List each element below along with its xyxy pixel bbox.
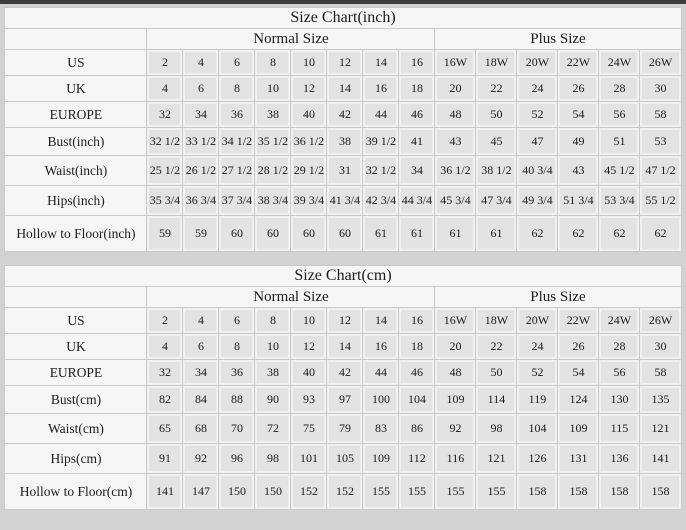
size-cell: 39 1/2	[363, 128, 399, 156]
size-cell: 121	[476, 444, 517, 474]
size-cell: 4	[147, 334, 183, 360]
size-cell: 62	[640, 216, 681, 252]
size-cell: 14	[327, 334, 363, 360]
size-cell: 92	[435, 414, 476, 444]
size-cell: 10	[291, 50, 327, 76]
size-cell: 62	[517, 216, 558, 252]
corner-cell	[5, 287, 147, 308]
size-cell: 150	[219, 474, 255, 510]
row-label-europe: EUROPE	[5, 102, 147, 128]
size-cell: 26	[558, 76, 599, 102]
size-cell: 26W	[640, 308, 681, 334]
size-cell: 38	[327, 128, 363, 156]
size-cell: 34	[399, 156, 435, 186]
row-label-hollow-to-floor-inch: Hollow to Floor(inch)	[5, 216, 147, 252]
row-label-waist-inch: Waist(inch)	[5, 156, 147, 186]
size-cell: 12	[327, 308, 363, 334]
size-cell: 14	[327, 76, 363, 102]
size-cell: 141	[147, 474, 183, 510]
size-cell: 60	[327, 216, 363, 252]
size-cell: 6	[183, 76, 219, 102]
size-cell: 121	[640, 414, 681, 444]
size-chart-cm-table	[4, 265, 681, 510]
size-cell: 6	[219, 308, 255, 334]
size-cell: 104	[399, 386, 435, 414]
row-label-waist-cm: Waist(cm)	[5, 414, 147, 444]
size-cell: 155	[399, 474, 435, 510]
size-cell: 42 3/4	[363, 186, 399, 216]
size-cell: 8	[219, 76, 255, 102]
size-cell: 82	[147, 386, 183, 414]
size-cell: 65	[147, 414, 183, 444]
size-cell: 98	[255, 444, 291, 474]
size-cell: 60	[219, 216, 255, 252]
size-cell: 8	[255, 308, 291, 334]
size-cell: 55 1/2	[640, 186, 681, 216]
size-cell: 54	[558, 360, 599, 386]
size-cell: 20	[435, 76, 476, 102]
size-cell: 26 1/2	[183, 156, 219, 186]
size-cell: 45 3/4	[435, 186, 476, 216]
size-cell: 43	[435, 128, 476, 156]
size-cell: 44	[363, 360, 399, 386]
size-cell: 104	[517, 414, 558, 444]
size-cell: 32	[147, 360, 183, 386]
row-label-bust-cm: Bust(cm)	[5, 386, 147, 414]
size-cell: 83	[363, 414, 399, 444]
size-cell: 97	[327, 386, 363, 414]
size-cell: 119	[517, 386, 558, 414]
size-cell: 62	[558, 216, 599, 252]
size-cell: 40 3/4	[517, 156, 558, 186]
size-cell: 18	[399, 76, 435, 102]
size-cell: 61	[363, 216, 399, 252]
size-cell: 158	[640, 474, 681, 510]
size-cell: 150	[255, 474, 291, 510]
size-cell: 36	[219, 360, 255, 386]
size-cell: 147	[183, 474, 219, 510]
size-cell: 22W	[558, 50, 599, 76]
size-cell: 53	[640, 128, 681, 156]
size-cell: 46	[399, 102, 435, 128]
size-cell: 37 3/4	[219, 186, 255, 216]
size-cell: 30	[640, 334, 681, 360]
group-header-plus-size: Plus Size	[435, 29, 681, 50]
size-cell: 28	[599, 76, 640, 102]
size-cell: 49 3/4	[517, 186, 558, 216]
size-cell: 22	[476, 334, 517, 360]
size-cell: 2	[147, 308, 183, 334]
size-cell: 14	[363, 308, 399, 334]
size-cell: 48	[435, 360, 476, 386]
size-cell: 90	[255, 386, 291, 414]
size-cell: 47 1/2	[640, 156, 681, 186]
size-cell: 141	[640, 444, 681, 474]
size-cell: 98	[476, 414, 517, 444]
size-cell: 56	[599, 360, 640, 386]
size-cell: 16	[363, 334, 399, 360]
size-cell: 96	[219, 444, 255, 474]
size-cell: 38	[255, 360, 291, 386]
row-label-europe: EUROPE	[5, 360, 147, 386]
size-cell: 124	[558, 386, 599, 414]
size-cell: 16W	[435, 308, 476, 334]
size-cell: 36 1/2	[435, 156, 476, 186]
size-cell: 27 1/2	[219, 156, 255, 186]
row-label-hollow-to-floor-cm: Hollow to Floor(cm)	[5, 474, 147, 510]
group-header-normal-size: Normal Size	[147, 29, 435, 50]
size-cell: 35 3/4	[147, 186, 183, 216]
size-cell: 158	[517, 474, 558, 510]
chart-title: Size Chart(cm)	[5, 266, 681, 287]
size-cell: 48	[435, 102, 476, 128]
size-cell: 36 3/4	[183, 186, 219, 216]
size-cell: 25 1/2	[147, 156, 183, 186]
size-cell: 52	[517, 360, 558, 386]
size-cell: 93	[291, 386, 327, 414]
size-cell: 152	[291, 474, 327, 510]
size-cell: 20W	[517, 50, 558, 76]
size-cell: 8	[219, 334, 255, 360]
size-cell: 61	[399, 216, 435, 252]
size-cell: 22W	[558, 308, 599, 334]
size-cell: 41 3/4	[327, 186, 363, 216]
size-cell: 56	[599, 102, 640, 128]
size-cell: 51	[599, 128, 640, 156]
size-cell: 41	[399, 128, 435, 156]
size-cell: 50	[476, 102, 517, 128]
size-cell: 47	[517, 128, 558, 156]
size-cell: 54	[558, 102, 599, 128]
size-cell: 6	[219, 50, 255, 76]
size-cell: 136	[599, 444, 640, 474]
size-cell: 155	[363, 474, 399, 510]
size-cell: 59	[183, 216, 219, 252]
size-cell: 2	[147, 50, 183, 76]
size-cell: 31	[327, 156, 363, 186]
size-cell: 44	[363, 102, 399, 128]
size-cell: 152	[327, 474, 363, 510]
size-cell: 44 3/4	[399, 186, 435, 216]
size-cell: 46	[399, 360, 435, 386]
size-cell: 26W	[640, 50, 681, 76]
size-cell: 34 1/2	[219, 128, 255, 156]
size-cell: 100	[363, 386, 399, 414]
size-cell: 4	[183, 50, 219, 76]
size-cell: 36 1/2	[291, 128, 327, 156]
size-cell: 61	[476, 216, 517, 252]
size-cell: 10	[255, 334, 291, 360]
row-label-us: US	[5, 50, 147, 76]
size-cell: 36	[219, 102, 255, 128]
size-cell: 18W	[476, 308, 517, 334]
size-cell: 60	[255, 216, 291, 252]
size-cell: 51 3/4	[558, 186, 599, 216]
size-cell: 34	[183, 360, 219, 386]
size-cell: 131	[558, 444, 599, 474]
size-cell: 38 1/2	[476, 156, 517, 186]
size-cell: 62	[599, 216, 640, 252]
size-cell: 16W	[435, 50, 476, 76]
size-cell: 91	[147, 444, 183, 474]
size-cell: 101	[291, 444, 327, 474]
size-cell: 16	[363, 76, 399, 102]
size-cell: 50	[476, 360, 517, 386]
size-cell: 32 1/2	[147, 128, 183, 156]
size-cell: 24W	[599, 50, 640, 76]
size-cell: 86	[399, 414, 435, 444]
size-cell: 10	[255, 76, 291, 102]
group-header-normal-size: Normal Size	[147, 287, 435, 308]
size-cell: 53 3/4	[599, 186, 640, 216]
size-cell: 20	[435, 334, 476, 360]
size-cell: 109	[558, 414, 599, 444]
size-cell: 24	[517, 76, 558, 102]
size-cell: 14	[363, 50, 399, 76]
size-cell: 116	[435, 444, 476, 474]
size-cell: 72	[255, 414, 291, 444]
size-cell: 12	[291, 334, 327, 360]
size-cell: 12	[327, 50, 363, 76]
size-cell: 115	[599, 414, 640, 444]
size-cell: 8	[255, 50, 291, 76]
size-cell: 16	[399, 308, 435, 334]
size-cell: 68	[183, 414, 219, 444]
size-cell: 105	[327, 444, 363, 474]
size-cell: 43	[558, 156, 599, 186]
size-cell: 38 3/4	[255, 186, 291, 216]
size-cell: 109	[363, 444, 399, 474]
size-cell: 42	[327, 360, 363, 386]
size-cell: 32	[147, 102, 183, 128]
size-cell: 33 1/2	[183, 128, 219, 156]
size-cell: 10	[291, 308, 327, 334]
size-cell: 42	[327, 102, 363, 128]
size-cell: 75	[291, 414, 327, 444]
size-cell: 35 1/2	[255, 128, 291, 156]
size-cell: 60	[291, 216, 327, 252]
size-cell: 158	[599, 474, 640, 510]
size-cell: 38	[255, 102, 291, 128]
corner-cell	[5, 29, 147, 50]
size-cell: 12	[291, 76, 327, 102]
row-label-uk: UK	[5, 334, 147, 360]
row-label-us: US	[5, 308, 147, 334]
size-cell: 24	[517, 334, 558, 360]
size-cell: 18	[399, 334, 435, 360]
size-cell: 30	[640, 76, 681, 102]
size-cell: 26	[558, 334, 599, 360]
size-cell: 59	[147, 216, 183, 252]
size-cell: 18W	[476, 50, 517, 76]
size-cell: 92	[183, 444, 219, 474]
size-cell: 28 1/2	[255, 156, 291, 186]
size-cell: 112	[399, 444, 435, 474]
size-cell: 29 1/2	[291, 156, 327, 186]
size-cell: 22	[476, 76, 517, 102]
size-chart-inch-table	[4, 7, 681, 252]
row-label-hips-cm: Hips(cm)	[5, 444, 147, 474]
size-cell: 6	[183, 334, 219, 360]
size-cell: 20W	[517, 308, 558, 334]
table-gap	[4, 252, 682, 265]
size-cell: 155	[476, 474, 517, 510]
size-cell: 4	[147, 76, 183, 102]
size-cell: 58	[640, 102, 681, 128]
size-cell: 24W	[599, 308, 640, 334]
size-cell: 109	[435, 386, 476, 414]
row-label-uk: UK	[5, 76, 147, 102]
size-cell: 58	[640, 360, 681, 386]
size-chart-page	[0, 4, 686, 510]
size-cell: 135	[640, 386, 681, 414]
size-cell: 28	[599, 334, 640, 360]
size-cell: 32 1/2	[363, 156, 399, 186]
group-header-plus-size: Plus Size	[435, 287, 681, 308]
row-label-hips-inch: Hips(inch)	[5, 186, 147, 216]
size-cell: 39 3/4	[291, 186, 327, 216]
size-cell: 88	[219, 386, 255, 414]
size-cell: 45	[476, 128, 517, 156]
size-cell: 49	[558, 128, 599, 156]
size-cell: 40	[291, 360, 327, 386]
size-cell: 61	[435, 216, 476, 252]
size-cell: 47 3/4	[476, 186, 517, 216]
size-cell: 114	[476, 386, 517, 414]
size-cell: 155	[435, 474, 476, 510]
size-cell: 40	[291, 102, 327, 128]
row-label-bust-inch: Bust(inch)	[5, 128, 147, 156]
size-cell: 45 1/2	[599, 156, 640, 186]
size-cell: 34	[183, 102, 219, 128]
size-cell: 52	[517, 102, 558, 128]
chart-title: Size Chart(inch)	[5, 8, 681, 29]
size-cell: 70	[219, 414, 255, 444]
size-cell: 79	[327, 414, 363, 444]
size-cell: 4	[183, 308, 219, 334]
size-cell: 130	[599, 386, 640, 414]
size-cell: 158	[558, 474, 599, 510]
size-cell: 84	[183, 386, 219, 414]
size-cell: 16	[399, 50, 435, 76]
size-cell: 126	[517, 444, 558, 474]
